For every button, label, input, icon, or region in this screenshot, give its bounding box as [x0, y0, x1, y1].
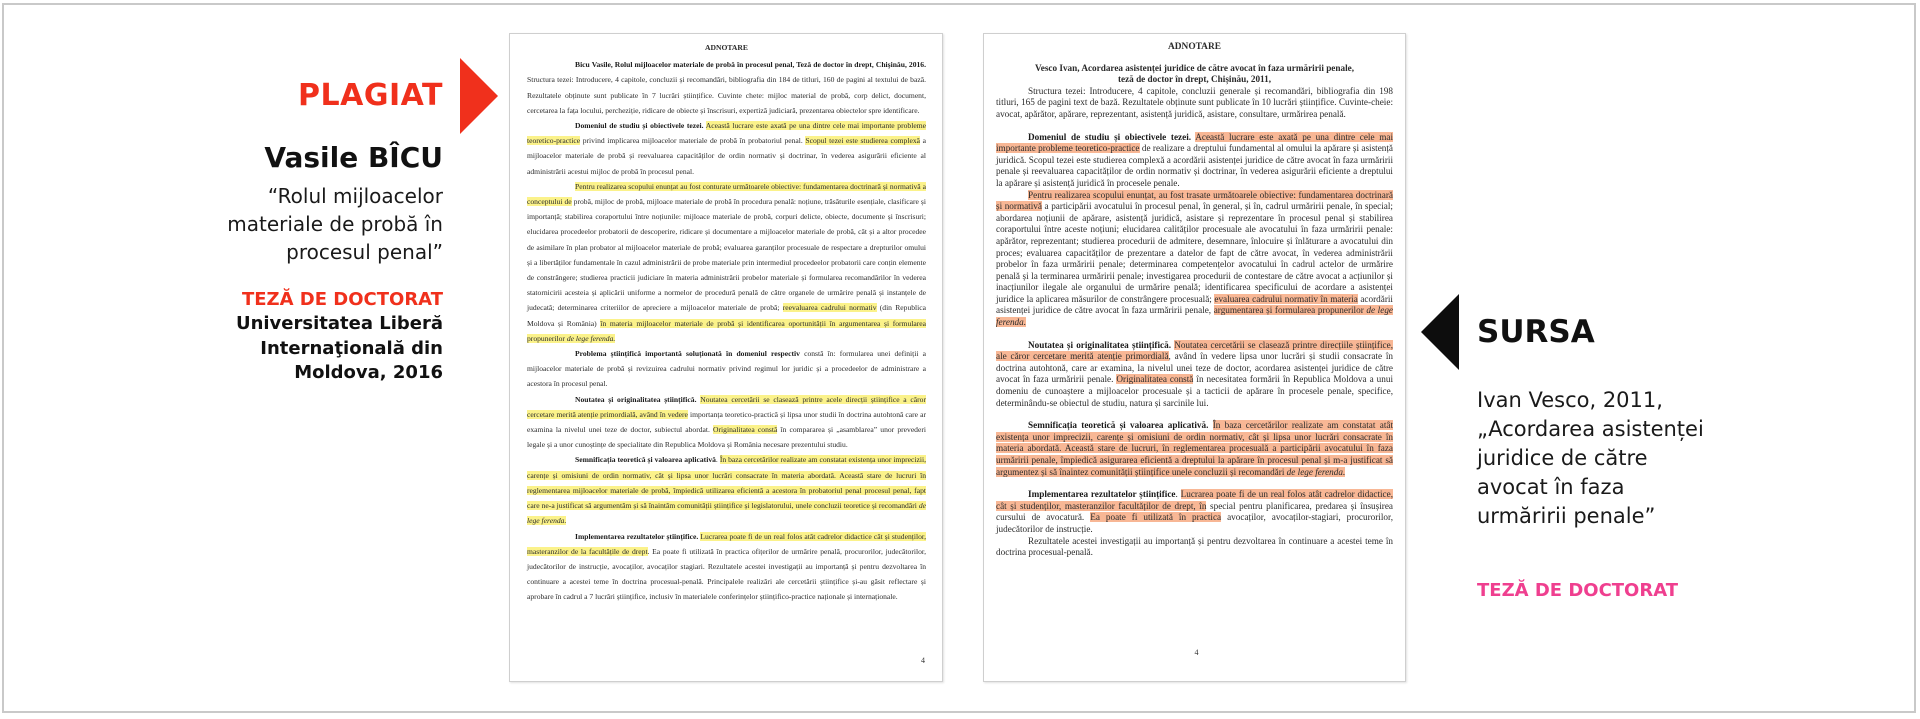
highlight: În baza cercetărilor realizate am constatat atât existența unor imprecizii, carențe și omisiuni de ordin normativ, cât și lipsa unor lucrări consacrate în materia abordată. Această stare de lucruri, în reglementarea procesuală a participării avocatului în faza urmăririi penale, împiedică asigurarea eficientă a dreptului la apărare în procesul penal și m-a justificat să argumentez și să înaintez comunității științifice unele concluzii și recomandări — [996, 420, 1393, 477]
right-doc-paragraph: Implementarea rezultatelor științifice. Lucrarea poate fi de un real folos atât cadrelor didactice, cât și studenților, masteranzilor facultăților de drept, în special pentru planificarea, predarea și însușirea cursului de avocatură. Ea poate fi utilizată în practica avocaților, avocaților-stagiari, procurorilor, judecătorilor de instrucție. — [996, 489, 1394, 534]
highlight: Această lucrare este axată pe una dintre cele mai importante probleme teoretico-practice — [996, 131, 1393, 154]
right-doc-paragraph: Noutatea și originalitatea științifică. Noutatea cercetării se clasează printre direcțiile științifice, ale căror cercetare merită atenție primordială, având în vedere lipsa unor lucrări și studii consacrate în doctrina autohtonă, care ar examina, la nivelul unei teze de doctor, acordarea asistenței juridice de către avocat în faza urmăririi penale. Originalitatea constă în necesitatea formării în Republica Moldova a unui domeniu de cunoaștere a mijloacelor procesuale și a tacticii de apărare în procesele penale, specifice, determinându-se obiectul de studiu, natura și sarcinile lui. — [996, 339, 1394, 408]
right-doc-page-number: 4 — [1194, 648, 1199, 657]
highlight: de lege ferenda. — [1286, 466, 1346, 477]
right-doc-paragraph: Pentru realizarea scopului enunțat, au fost trasate următoarele obiective: fundamentarea doctrinară și normativă a participării avocatului în procesul penal, în general, și în, cadrul urmăririi penale, în special; abordarea noțiunii de apărare, asistență juridică, asistare și reprezentare în procesul penal și stabilirea coraportului între aceste noțiuni; elucidarea calităților procesuale ale avocatului în faza urmăririi penale: apărător, reprezentant; studierea procedurii de admitere, desemnare, înlocuire și înlăturare a avocatului din proces; evaluarea capacităților de prezentare a datelor de fapt de către avocat, în vederea administrării probelor în faza urmăririi penale; determinarea competențelor avocatului în cadrul actelor de urmărire penală și la terminarea urmăririi penale; investigarea procedurii de contestare de către avocat a acțiunilor și inacțiunilor ilegale ale organului de urmărire penală; identificarea specificului de acordare a asistenței juridice la aplicarea măsurilor de constrângere procesuală; evaluarea cadrului normativ în materia acordării asistenței juridice de către avocat în faza urmăririi penale, argumentarea și formularea propunerilor de lege ferenda. — [996, 189, 1393, 328]
highlight: Scopul tezei este studierea complexă — [805, 136, 920, 146]
highlight: Lucrarea poate fi de un real folos atât cadrelor didactice, cât și studenților, masteranzilor facultăților de drept, în — [996, 489, 1394, 511]
right-doc-paragraph: Rezultatele acestei investigații au importanță și pentru dezvoltarea în continuare a acestei teme în doctrina procesual-penală. — [996, 535, 1393, 558]
highlight: Originalitatea constă — [713, 425, 778, 435]
plagiarized-document-page — [509, 33, 943, 682]
plagiat-label: PLAGIAT — [298, 78, 443, 113]
right-doc-reference: teză de doctor în drept, Chișinău, 2011, — [1117, 74, 1272, 85]
triangle-left-icon — [1421, 294, 1459, 370]
left-doc-paragraph: Noutatea și originalitatea științifică. Noutatea cercetării se clasează printre acele direcții științifice a căror cercetare merită atenție primordială, având în vedere importanța teoretico-practică și lipsa unor studii în doctrina autohtonă care ar examina la nivelul unei teze de doctor, subiectul abordat. Originalitatea constă în compararea și „asamblarea” unor prevederi legale și a unor cunoștințe de specialitate din Republica Moldova și România necesare prezentului studiu. — [527, 394, 926, 450]
source-description: Ivan Vesco, 2011, „Acordarea asistenței juridice de către avocat în faza urmăririi penale” — [1477, 388, 1704, 528]
highlight: de lege ferenda. — [996, 305, 1393, 328]
highlight: Originalitatea constă — [1116, 374, 1194, 385]
highlight: Această lucrare este axată pe una dintre cele mai importante probleme teoretico-practice — [527, 121, 926, 146]
highlight: Lucrarea poate fi de un real folos atât cadrelor didactice cât și studenților, masteranzilor de la facultățile de drept — [527, 531, 926, 556]
source-label: SURSA — [1477, 314, 1595, 350]
highlight: În baza cercetărilor realizate am constatat existența unor imprecizii, carențe și omisiuni de ordin normativ, cât și lipsa unor lucrări consacrate în materia abordată. Această stare de lucruri în reglementarea mijloacelor materiale de probă, împiedică utilizarea eficientă a acestora în probatoriul penal procesul penal, fapt care ne-a justificat să argumentăm și să înaintăm comunității științifice și legislatorului, unele concluzii teoretice și recomandări — [527, 455, 927, 511]
highlight: Noutatea cercetării se clasează printre acele direcții științifice a căror cercetare merită atenție primordială, având în vedere — [527, 394, 926, 419]
right-doc-paragraph: Structura tezei: Introducere, 4 capitole, concluzii generale și recomandări, bibliografia din 198 titluri, 165 de pagini text de bază. Rezultatele obținute sunt publicate în 10 lucrări științifice. Cuvinte-cheie: avocat, apărător, apărare, reprezentant, asistență juridică, asistare, consultare, urmărirea penală. — [996, 85, 1393, 119]
left-doc-page-number: 4 — [921, 656, 925, 665]
right-doc-reference: Vesco Ivan, Acordarea asistenței juridice de către avocat în faza urmăririi penale, — [1034, 62, 1355, 73]
left-doc-paragraph: Pentru realizarea scopului enunțat au fost conturate următoarele obiective: fundamentarea doctrinară și normativă a conceptului de probă, mijloc de probă, mijloace materiale de probă în procedura penală: noțiune, trăsăturile esențiale, clasificare și importanță; stabilirea coraportului între noțiunile: mijloace materiale de probă, corpuri delicte, obiecte, documente și înscrisuri; elucidarea procedeelor probatorii de descoperire, ridicare și documentare a mijloacelor materiale de probă, cât și a altor procedee de asimilare în plan probator al mijloacelor materiale de probă; evaluarea garanților procesuale de respectare a drepturilor omului și a libertăților fundamentale în cazul administrării de probe materiale prin intermediul procedeelor probatorii care conțin elemente de constrângere; studierea practicii judiciare în materia administrării probelor materiale și formularea recomandărilor în vederea statornicirii acesteia și aplicării uniforme a normelor de procedură penală de către organele de urmărire penală și instanțele de judecată; determinarea criteriilor de apreciere a mijloacelor materiale de probă; reevaluarea cadrului normativ (din Republica Moldova și România) în materia mijloacelor materiale de probă și identificarea oportunității în argumentarea și formularea propunerilor de lege ferenda. — [527, 181, 927, 343]
right-doc-heading: ADNOTARE — [1168, 42, 1221, 52]
left-doc-paragraph: Bicu Vasile, Rolul mijloacelor materiale de probă în procesul penal, Teză de doctor în drept, Chişinău, 2016. Structura tezei: Introducere, 4 capitole, concluzii și recomandări, bibliografia din 184 de titluri, 160 de pagini al textului de bază. Rezultatele obținute sunt publicate în 7 lucrări științifice. Cuvinte chete: mijloc material de probă, corp delict, document, cercetarea la fața locului, percheziție, ridicare de obiecte și înscrisuri, expertiză judiciară, prezentarea obiectelor spre identificare. — [527, 60, 926, 115]
highlight: Ea poate fi utilizată în practica — [1090, 512, 1222, 523]
left-doc-paragraph: Semnificația teoretică și valoarea aplicativă. În baza cercetărilor realizate am constatat existența unor imprecizii, carențe și omisiuni de ordin normativ, cât și lipsa unor lucrări consacrate în materia abordată. Această stare de lucruri în reglementarea mijloacelor materiale de probă, împiedică utilizarea eficientă a acestora în probatoriul penal procesul penal, fapt care ne-a justificat să argumentăm și să înaintăm comunității științifice și legislatorului, unele concluzii teoretice și recomandări de lege ferenda. — [527, 455, 927, 526]
source-document-page — [983, 33, 1406, 682]
highlight: Pentru realizarea scopului enunțat, au fost trasate următoarele obiective: fundamentarea doctrinară și normativă — [996, 189, 1393, 212]
left-doc-paragraph: Problema științifică importantă soluționată în domeniul respectiv constă în: formularea unei definiții a mijloacelor materiale de probă și revizuirea cadrului normativ privind regimul lor juridic și a procedeelor de administrare a acestora în procesul penal. — [527, 349, 926, 389]
plagiarist-thesis-type: TEZĂ DE DOCTORAT — [241, 289, 443, 310]
highlight: Noutatea cercetării se clasează printre direcțiile științifice, ale căror cercetare merită atenție primordială — [996, 339, 1394, 362]
source-thesis-type: TEZĂ DE DOCTORAT — [1477, 580, 1679, 601]
highlight: argumentarea și formularea propunerilor — [1213, 305, 1367, 316]
highlight: Pentru realizarea scopului enunțat au fost conturate următoarele obiective: fundamentarea doctrinară și normativă a conceptului de — [527, 181, 926, 207]
plagiarist-institution: Universitatea Liberă Internaţională din Moldova, 2016 — [235, 313, 443, 383]
right-doc-paragraph: Semnificația teoretică și valoarea aplicativă. În baza cercetărilor realizate am constatat atât existența unor imprecizii, carențe și omisiuni de ordin normativ, cât și lipsa unor lucrări consacrate în materia abordată. Această stare de lucruri, în reglementarea procesuală a participării avocatului în faza urmăririi penale, împiedică asigurarea eficientă a dreptului la apărare în procesul penal și m-a justificat să argumentez și să înaintez comunității științifice unele concluzii și recomandări de lege ferenda. — [996, 420, 1393, 477]
plagiarist-thesis-title: “Rolul mijloacelor materiale de probă în procesul penal” — [227, 184, 443, 264]
highlight: evaluarea cadrului normativ în materia — [1214, 293, 1358, 304]
highlight: de lege ferenda. — [566, 333, 616, 343]
left-doc-paragraph: Implementarea rezultatelor științifice. Lucrarea poate fi de un real folos atât cadrelor didactice cât și studenților, masteranzilor de la facultățile de drept. Ea poate fi utilizată în practica ofițerilor de urmărire penală, procurorilor, judecătorilor, judecătorilor de instrucție, avocaților, avocaților stagiari. Rezultatele acestei investigații au importanță și pentru dezvoltarea în continuare a acestei teme în doctrina procesual-penală. Principalele realizări ale cercetării științifice și-au găsit reflectare și aprobare în cadrul a 7 lucrări științifice, inclusiv în materialele conferințelor științifico-practice naționale și internaționale. — [527, 531, 926, 602]
right-doc-paragraph: Domeniul de studiu și obiectivele tezei. Această lucrare este axată pe una dintre cele mai importante probleme teoretico-practice de realizare a dreptului fundamental al omului la apărare și asistență juridică. Scopul tezei este studierea complexă a acordării asistenței juridice de către avocat în faza urmăririi penale și reevaluarea capacităților de ordin normativ și doctrinar, în vederea asigurării eficiente a dreptului la apărare și asistență juridică în procesele penale. — [996, 131, 1394, 188]
plagiarist-author: Vasile BÎCU — [264, 141, 443, 174]
left-doc-heading: ADNOTARE — [705, 43, 748, 52]
triangle-right-icon — [460, 58, 498, 134]
left-doc-paragraph: Domeniul de studiu și obiectivele tezei. Această lucrare este axată pe una dintre cele mai importante probleme teoretico-practice privind implicarea mijloacelor materiale de probă în probatoriul penal. Scopul tezei este studierea complexă a mijloacelor materiale de probă și reevaluarea capacităților de ordin normativ și doctrinar, în vederea asigurării eficiente al administrării acestui mijloc de probă în procesul penal. — [527, 121, 926, 176]
highlight: reevaluarea cadrului normativ — [782, 303, 877, 313]
highlight: de lege ferenda. — [527, 501, 926, 526]
highlight: în materia mijloacelor materiale de probă și identificarea oportunității în argumentarea și formularea propunerilor — [527, 318, 927, 343]
